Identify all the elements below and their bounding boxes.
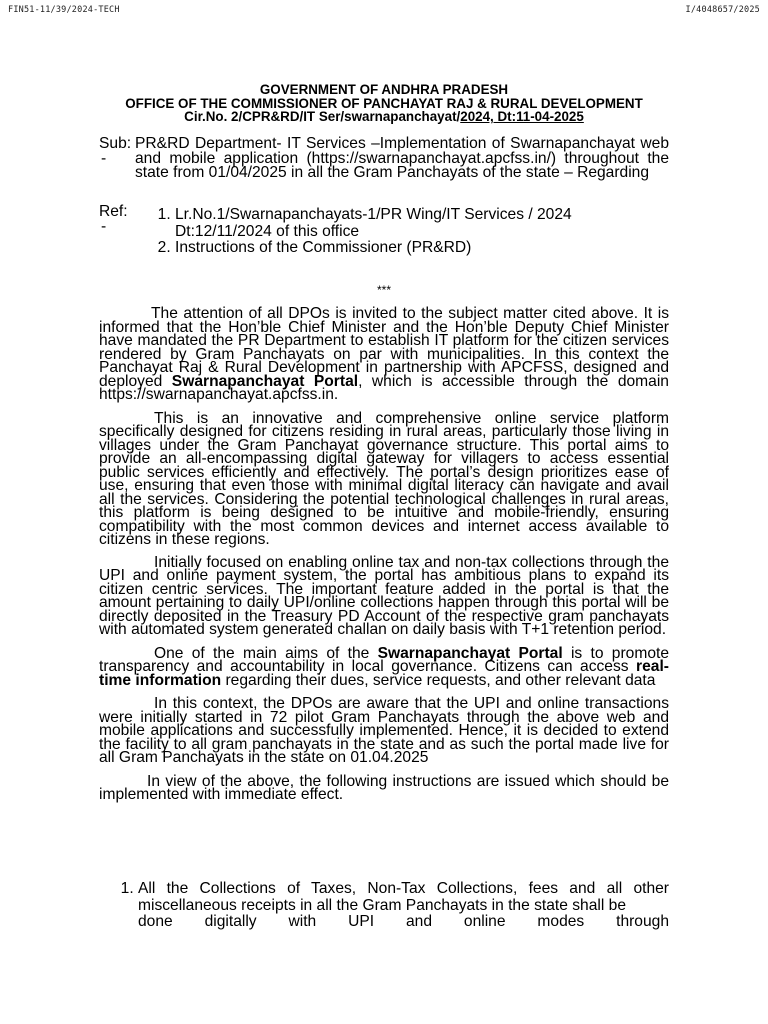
office-title: OFFICE OF THE COMMISSIONER OF PANCHAYAT RAJ & RURAL DEVELOPMENT	[125, 95, 643, 111]
paragraph-instructions-intro: In view of the above, the following instructions are issued which should be implemented with immediate effect.	[99, 772, 669, 803]
circular-number	[0, 110, 768, 124]
portal-name-bold: Swarnapanchayat Portal	[377, 644, 563, 662]
reference-label: Ref:	[99, 203, 128, 220]
reference-block	[99, 204, 669, 257]
realtime-info-bold: real-time information	[99, 658, 669, 689]
government-title: GOVERNMENT OF ANDHRA PRADESH	[259, 82, 509, 97]
paragraph-platform: This is an innovative and comprehensive online service platform specifically designed for citizens residing in rural areas, particularly those living in villages under the Gram Panchayat governance structure. This portal aims to provide an all-encompassing digital gateway for villagers to access essential public services efficiently and effectively. The portal’s design prioritizes ease of use, ensuring that even those with minimal digital literacy can navigate and avail all the services. Considering the potential technological challenges in rural areas, this platform is being designed to be intuitive and mobile-friendly, ensuring compatibility with the most common devices and internet access available to citizens in these regions.	[99, 409, 669, 548]
reference-list	[99, 207, 669, 257]
letter-body	[99, 307, 669, 812]
paragraph-transparency: One of the main aims of the Swarnapanchayat Portal is to promote transparency and accountability in local governance. Citizens can access real-time information regarding their dues, service requests, and other relevant data	[99, 644, 670, 689]
subject-text: PR&RD Department- IT Services –Implementation of Swarnapanchayat web and mobile application (https://swarnapanchayat.apcfss.in/) throughout the state from 01/04/2025 in all the Gram Panchayats of the state – Regarding	[135, 135, 669, 182]
instructions-list	[99, 881, 669, 931]
subject-block	[99, 137, 669, 181]
document-id-code: I/4048657/2025	[685, 5, 760, 15]
subject-label: Sub:	[99, 135, 132, 152]
instruction-item: 1. All the Collections of Taxes, Non-Tax Collections, fees and all other miscellaneous receipts in all the Gram Panchayats in the state shall be done digitally with UPI and online modes through	[138, 881, 669, 931]
circular-number-date: 2024, Dt:11-04-2025	[460, 109, 584, 125]
portal-name-bold: Swarnapanchayat Portal	[171, 372, 359, 390]
reference-item: 2. Instructions of the Commissioner (PR&RD)	[175, 240, 669, 257]
paragraph-pilot: In this context, the DPOs are aware that the UPI and online transactions were initially started in 72 pilot Gram Panchayats through the above web and mobile applications and successfully implemented. Hence, it is decided to extend the facility to all gram panchayats in the state and as such the portal made live for all Gram Panchayats in the state on 01.04.2025	[99, 695, 669, 766]
section-separator: ***	[376, 283, 391, 297]
paragraph-collections: Initially focused on enabling online tax and non-tax collections through the UPI and online payment system, the portal has ambitious plans to expand its citizen centric services. The important feature added in the portal is that the amount pertaining to daily UPI/online collections happen through this portal will be directly deposited in the Treasury PD Account of the respective gram panchayats with automated system generated challan on daily basis with T+1 retention period.	[99, 553, 669, 638]
letterhead	[0, 83, 768, 124]
circular-number-prefix: Cir.No. 2/CPR&RD/IT Ser/swarnapanchayat/	[184, 109, 461, 125]
reference-item: 1. Lr.No.1/Swarnapanchayats-1/PR Wing/IT Services / 2024 Dt:12/11/2024 of this office	[175, 207, 669, 240]
file-number-code: FIN51-11/39/2024-TECH	[8, 5, 120, 15]
subject-dash: -	[101, 149, 107, 167]
paragraph-attention: The attention of all DPOs is invited to the subject matter cited above. It is informed that the Hon’ble Chief Minister and the Hon’ble Deputy Chief Minister have mandated the PR Department to establish IT platform for the citizen services rendered by Gram Panchayats on par with municipalities. In this context the Panchayat Raj & Rural Development in partnership with APCFSS, designed and deployed Swarnapanchayat Portal, which is accessible through the domain https://swarnapanchayat.apcfss.in.	[99, 305, 669, 403]
reference-dash: -	[101, 218, 107, 235]
